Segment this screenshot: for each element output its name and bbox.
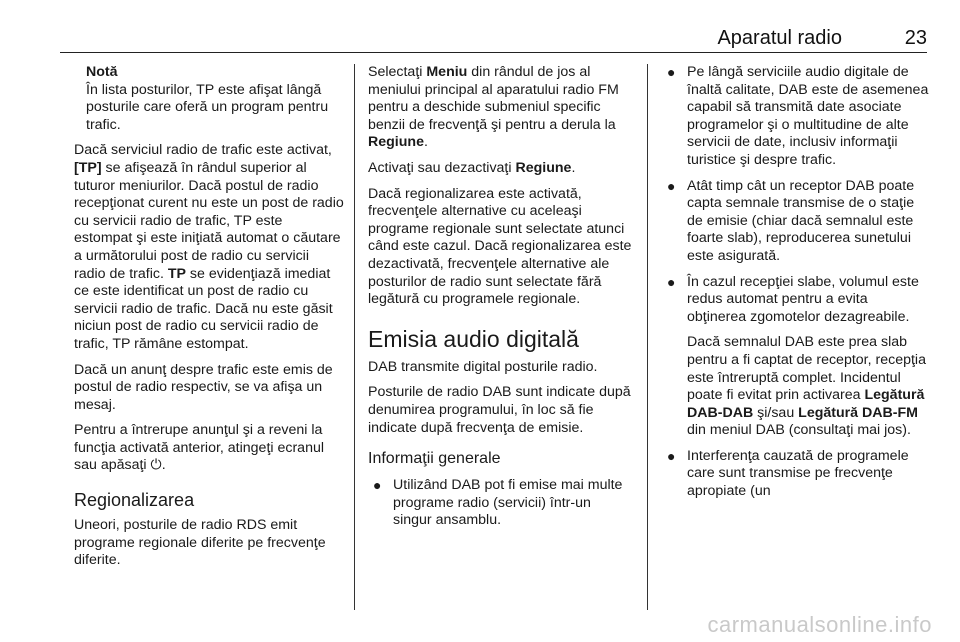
region-label: Regiune	[515, 159, 572, 176]
bullet-icon: ●	[667, 64, 676, 80]
interrupt-paragraph: Pentru a întrerupe anunţul şi a reveni la funcţia activată anterior, atingeţi ecranul sau apăsaţi ⏻.	[74, 422, 325, 474]
text-run: din meniul DAB (consultaţi mai jos).	[687, 422, 911, 439]
regionalization-detail-paragraph: Dacă regionalizarea este activată, frecvenţele alternative cu aceleaşi programe regionale sunt selectate atunci când este cazul. Dacă regionalizarea este dezactivată, frecvenţele alternative ale posturilor de radio sunt selectate fără legătură cu programele regionale.	[368, 185, 632, 308]
chapter-title: Aparatul radio	[717, 27, 842, 49]
menu-paragraph	[368, 64, 633, 152]
subheading-general-info: Informaţii generale	[368, 450, 501, 468]
dab-fm-link-label: Legătură DAB-FM	[798, 404, 918, 421]
list-item	[368, 477, 633, 530]
list-item	[662, 64, 930, 170]
page-header	[0, 0, 960, 52]
list-item-text: Interferenţa cauzată de programele care sunt transmise pe frecvenţe apropiate (un	[687, 447, 909, 500]
section-heading-regionalization: Regionalizarea	[74, 490, 195, 511]
bullet-icon: ●	[373, 477, 382, 494]
text-run: Selectaţi	[368, 64, 427, 80]
text-run: se evidenţiază imediat ce este identificat un post de radio cu servicii radio de trafic. Dacă nu este găsit niciun post de radio cu servicii radio de trafic, TP rămâne estompat.	[74, 265, 333, 352]
text-run: .	[571, 159, 576, 176]
list-item-text: În cazul recepţiei slabe, volumul este redus automat pentru a evita obţinerea zgomotelor dezagreabile.	[687, 273, 919, 325]
tp-label: TP	[167, 265, 186, 282]
bullet-icon: ●	[667, 447, 676, 464]
site-watermark: carmanualsonline.info	[707, 612, 932, 637]
note-box	[86, 64, 344, 134]
list-item	[662, 274, 930, 327]
dab-dab-link-label: Legătură DAB-DAB	[687, 387, 925, 421]
note-text: În lista posturilor, TP este afişat lângă posturile care oferă un program pentru trafic.	[86, 81, 329, 133]
dab-intro-paragraph: DAB transmite digital posturile radio.	[368, 358, 598, 375]
page-number: 23	[904, 27, 927, 49]
list-item-text: Utilizând DAB pot fi emise mai multe programe radio (servicii) într-un singur ansamblu.	[393, 477, 623, 529]
regional-paragraph: Uneori, posturile de radio RDS emit programe regionale diferite pe frecvenţe diferite.	[74, 517, 326, 569]
dab-names-paragraph: Posturile de radio DAB sunt indicate după denumirea programului, în loc să fie indicate după frecvenţa de emisie.	[368, 384, 631, 436]
text-run: .	[423, 134, 428, 151]
tp-label: [TP]	[74, 159, 102, 176]
text-run: Dacă serviciul radio de trafic este activat,	[74, 142, 332, 159]
list-item-continuation	[662, 334, 930, 440]
list-item	[662, 448, 930, 501]
text-run: din rândul de jos al meniului principal al aparatului radio FM pentru a deschide submeniul specific benzii de frecvenţă şi pentru a derula la	[368, 64, 619, 133]
tp-paragraph	[74, 142, 344, 353]
text-run: se afişează în rândul superior al tuturor meniurilor. Dacă postul de radio recepţionat curent nu este un post de radio cu servicii radio de trafic, TP este estompat şi este iniţiată automat o căutare a următorului post de radio cu servicii radio de trafic.	[74, 159, 344, 282]
announcement-paragraph: Dacă un anunţ despre trafic este emis de postul de radio respectiv, se va afişa un mesaj.	[74, 361, 333, 413]
section-heading-dab: Emisia audio digitală	[368, 325, 579, 352]
bullet-icon: ●	[667, 273, 676, 290]
menu-label: Meniu	[426, 64, 468, 80]
text-run: Dacă semnalul DAB este prea slab pentru a fi captat de receptor, recepţia este întreruptă complet. Incidentul poate fi evitat prin activarea	[687, 334, 926, 404]
toggle-region-paragraph	[368, 160, 633, 178]
list-item	[662, 178, 930, 266]
text-run: şi/sau	[753, 404, 799, 421]
note-title: Notă	[86, 64, 118, 80]
column-divider-2	[647, 64, 648, 610]
region-label: Regiune	[368, 134, 424, 151]
list-item-text: Pe lângă serviciile audio digitale de înaltă calitate, DAB este de asemenea capabil să transmită date asociate programelor şi o multitudine de alte servicii de date, inclusiv informaţii turistice şi despre trafic.	[687, 64, 929, 168]
column-3	[662, 64, 930, 509]
bullet-icon: ●	[667, 177, 676, 194]
column-divider-1	[354, 64, 355, 610]
text-run: Activaţi sau dezactivaţi	[368, 159, 516, 176]
list-item-text: Atât timp cât un receptor DAB poate capta semnale transmise de o staţie de emisie (chiar dacă semnalul este foarte slab), reproducerea sunetului este asigurată.	[687, 177, 915, 264]
column-2	[368, 64, 633, 538]
column-1	[74, 64, 344, 578]
header-divider	[60, 52, 927, 53]
